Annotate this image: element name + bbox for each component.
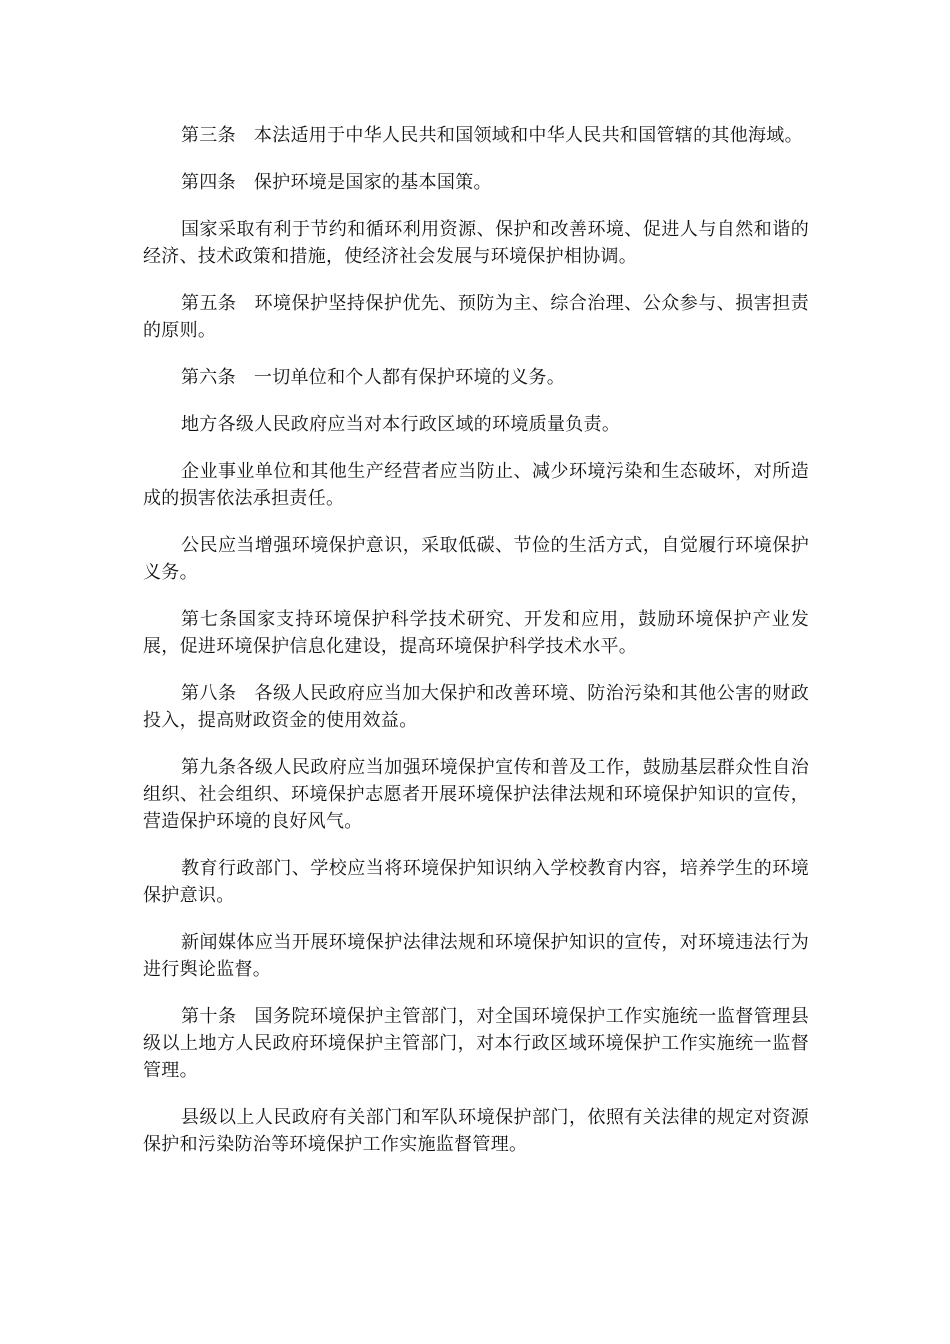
paragraph-text: 保护环境是国家的基本国策。 <box>253 172 492 193</box>
paragraph-text: 国家采取有利于节约和循环利用资源、保护和改善环境、促进人与自然和谐的经济、技术政策和措施，使经济社会发展与环境保护相协调。 <box>143 219 809 267</box>
article-number: 第三条 <box>181 125 236 146</box>
paragraph-text: 各级人民政府应当加大保护和改善环境、防治污染和其他公害的财政投入，提高财政资金的使用效益。 <box>143 683 810 731</box>
article-number: 第七条 <box>181 609 239 630</box>
paragraph <box>143 364 809 391</box>
paragraph-text: 地方各级人民政府应当对本行政区域的环境质量负责。 <box>181 414 621 435</box>
paragraph-text: 环境保护坚持保护优先、预防为主、综合治理、公众参与、损害担责的原则。 <box>143 293 810 341</box>
article-number: 第四条 <box>181 172 236 193</box>
paragraph-text: 本法适用于中华人民共和国领域和中华人民共和国管辖的其他海域。 <box>253 125 803 146</box>
paragraph-text: 一切单位和个人都有保护环境的义务。 <box>253 367 566 388</box>
paragraph <box>143 929 809 983</box>
paragraph <box>143 680 809 734</box>
article-number: 第十条 <box>181 1006 237 1027</box>
paragraph-text: 企业事业单位和其他生产经营者应当防止、减少环境污染和生态破坏，对所造成的损害依法承担责任。 <box>143 461 809 509</box>
article-number: 第八条 <box>181 683 237 704</box>
paragraph-text: 县级以上人民政府有关部门和军队环境保护部门，依照有关法律的规定对资源保护和污染防治等环境保护工作实施监督管理。 <box>143 1107 809 1155</box>
body-text <box>143 122 809 1178</box>
paragraph <box>143 216 809 270</box>
paragraph-text: 国家支持环境保护科学技术研究、开发和应用，鼓励环境保护产业发展，促进环境保护信息化建设，提高环境保护科学技术水平。 <box>143 609 810 657</box>
paragraph <box>143 855 809 909</box>
paragraph <box>143 532 809 586</box>
paragraph <box>143 169 809 196</box>
paragraph <box>143 122 809 149</box>
paragraph <box>143 411 809 438</box>
paragraph-text: 各级人民政府应当加强环境保护宣传和普及工作，鼓励基层群众性自治组织、社会组织、环境保护志愿者开展环境保护法律法规和环境保护知识的宣传，营造保护环境的良好风气。 <box>143 757 810 832</box>
paragraph <box>143 606 809 660</box>
article-number: 第六条 <box>181 367 236 388</box>
article-number: 第九条 <box>181 757 237 778</box>
paragraph <box>143 290 809 344</box>
paragraph <box>143 754 809 835</box>
paragraph-text: 公民应当增强环境保护意识，采取低碳、节俭的生活方式，自觉履行环境保护义务。 <box>143 535 809 583</box>
article-number: 第五条 <box>181 293 237 314</box>
paragraph-text: 教育行政部门、学校应当将环境保护知识纳入学校教育内容，培养学生的环境保护意识。 <box>143 858 809 906</box>
paragraph <box>143 458 809 512</box>
paragraph <box>143 1003 809 1084</box>
paragraph-text: 新闻媒体应当开展环境保护法律法规和环境保护知识的宣传，对环境违法行为进行舆论监督。 <box>143 932 809 980</box>
paragraph <box>143 1104 809 1158</box>
paragraph-text: 国务院环境保护主管部门，对全国环境保护工作实施统一监督管理县级以上地方人民政府环境保护主管部门，对本行政区域环境保护工作实施统一监督管理。 <box>143 1006 810 1081</box>
